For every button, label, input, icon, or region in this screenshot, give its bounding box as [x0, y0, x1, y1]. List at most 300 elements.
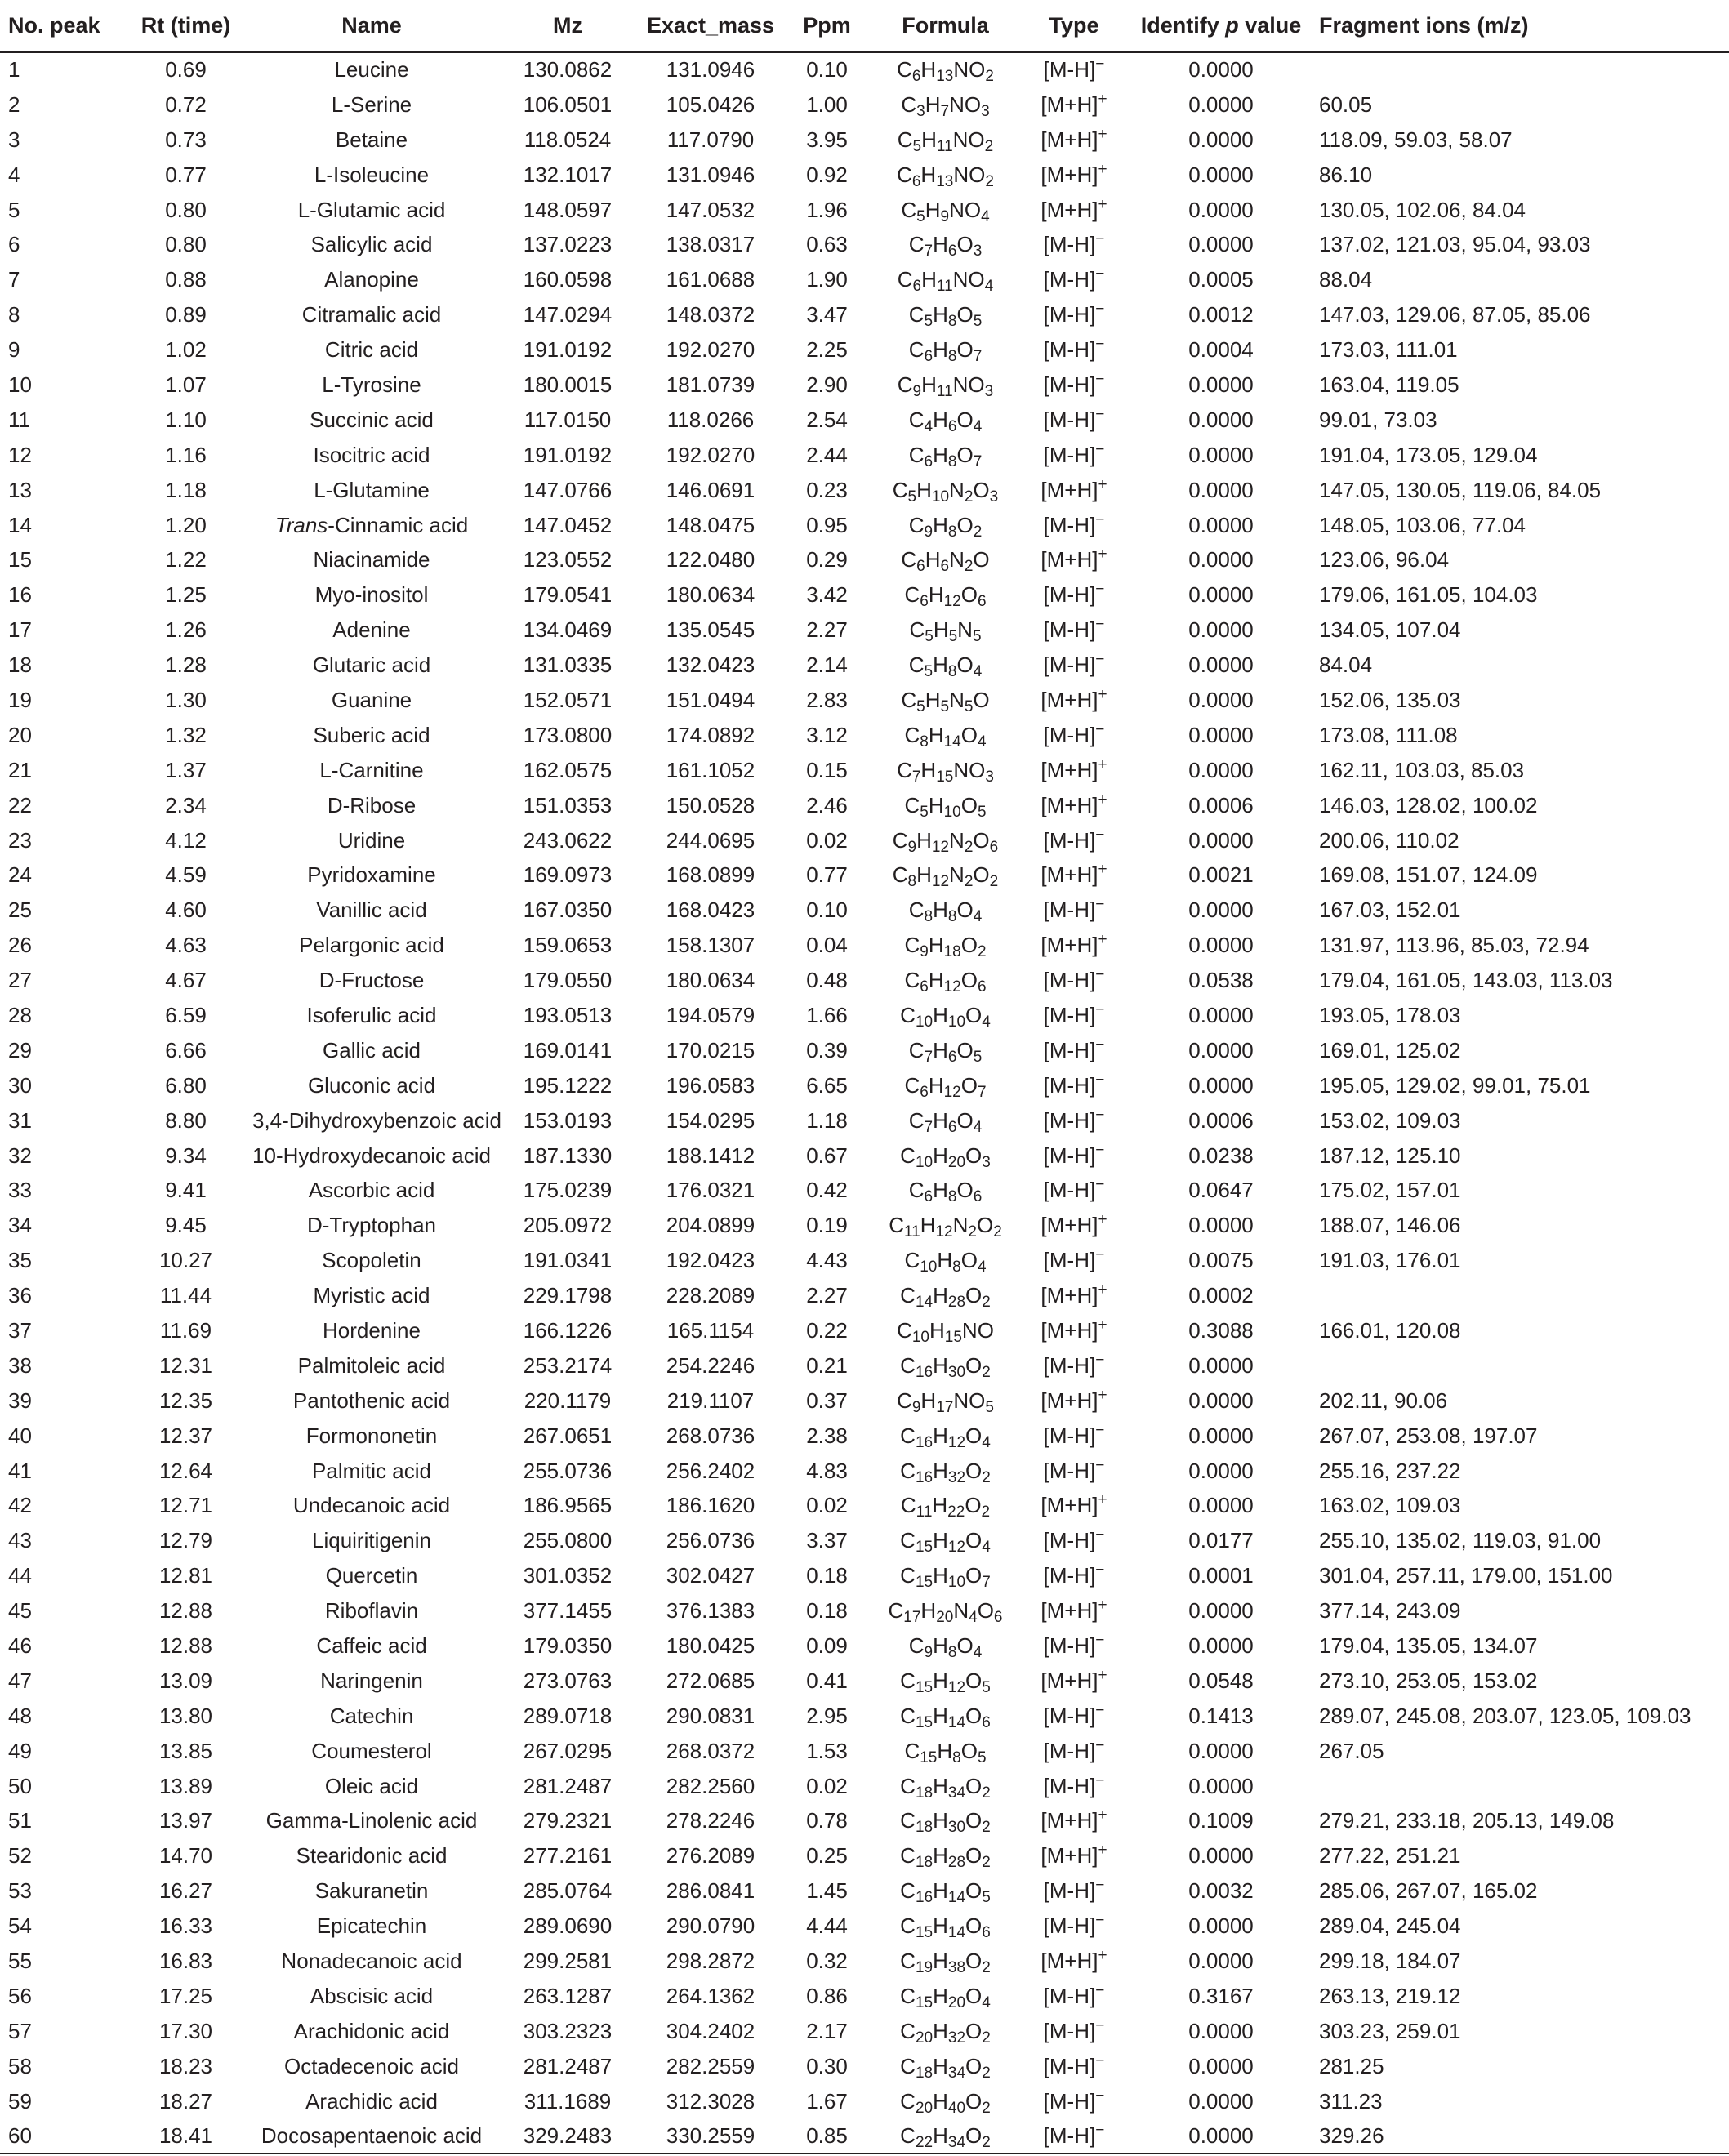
cell-mz: 117.0150: [524, 407, 612, 432]
cell-no-peak: 5: [8, 197, 20, 222]
cell-rt: 12.71: [158, 1493, 213, 1518]
cell-mz: 299.2581: [523, 1949, 613, 1974]
cell-ppm: 0.30: [806, 2053, 848, 2078]
ion-charge: −: [1095, 56, 1105, 74]
ion-charge: +: [1098, 861, 1107, 879]
cell-type: [M+H]+: [1041, 1947, 1107, 1974]
cell-name: Gluconic acid: [307, 1072, 436, 1098]
cell-formula: $C_{15}H_{14}O_6$: [900, 1703, 991, 1731]
formula-subscript: 8: [924, 908, 934, 926]
formula-subscript: 5: [973, 1048, 983, 1066]
cell-formula: $C_9H_{11}NO_3$: [897, 372, 994, 400]
cell-exact-mass: 146.0691: [666, 477, 755, 502]
formula-subscript: 18: [943, 943, 961, 961]
formula-subscript: 2: [964, 488, 974, 506]
cell-exact-mass: 161.1052: [666, 757, 755, 782]
cell-mz: 267.0651: [523, 1423, 613, 1448]
cell-name: Isoferulic acid: [306, 1002, 437, 1027]
cell-mz: 253.2174: [523, 1352, 613, 1378]
cell-formula: $C_5H_{10}N_2O_3$: [892, 477, 999, 506]
cell-rt: 11.44: [159, 1283, 212, 1308]
ion-charge: −: [1095, 1421, 1105, 1439]
cell-formula: $C_{17}H_{20}N_4O_6$: [888, 1598, 1003, 1627]
cell-p-value: 0.0000: [1188, 1388, 1254, 1413]
ion-charge: −: [1095, 1036, 1105, 1054]
table-row: [0, 717, 1729, 752]
formula-subscript: 12: [947, 1678, 966, 1696]
cell-fragment-ions: 60.05: [1319, 91, 1373, 117]
cell-rt: 1.20: [165, 512, 207, 537]
formula-subscript: 2: [989, 873, 999, 891]
formula-subscript: 2: [981, 1503, 991, 1521]
cell-no-peak: 33: [8, 1178, 32, 1203]
cell-type: [M+H]+: [1041, 195, 1107, 222]
cell-name: Stearidonic acid: [296, 1843, 448, 1869]
cell-rt: 1.25: [165, 582, 207, 608]
cell-ppm: 4.44: [806, 1913, 848, 1939]
cell-fragment-ions: 377.14, 243.09: [1319, 1598, 1461, 1624]
formula-subscript: 4: [981, 207, 990, 225]
ion-charge: −: [1095, 510, 1105, 528]
table-row: [0, 507, 1729, 542]
cell-mz: 180.0015: [523, 372, 613, 397]
table-row: [0, 1488, 1729, 1523]
table-row: [0, 1313, 1729, 1348]
cell-fragment-ions: 193.05, 178.03: [1319, 1002, 1461, 1027]
cell-mz: 147.0452: [523, 512, 613, 537]
formula-subscript: 7: [911, 768, 921, 786]
ion-charge: +: [1098, 685, 1107, 703]
table-row: [0, 542, 1729, 577]
table-row: [0, 1032, 1729, 1067]
formula-subscript: 4: [973, 417, 983, 435]
formula-subscript: 8: [947, 348, 957, 366]
formula-subscript: 6: [920, 593, 929, 611]
cell-no-peak: 36: [8, 1283, 32, 1308]
formula-subscript: 5: [912, 137, 922, 155]
cell-p-value: 0.3088: [1188, 1318, 1254, 1343]
cell-no-peak: 9: [8, 337, 20, 363]
cell-no-peak: 4: [8, 162, 20, 187]
cell-no-peak: 32: [8, 1143, 32, 1168]
cell-formula: $C_3H_7NO_3$: [901, 91, 990, 120]
cell-fragment-ions: 267.07, 253.08, 197.07: [1319, 1423, 1538, 1448]
ion-charge: −: [1095, 1176, 1105, 1194]
ion-charge: +: [1098, 546, 1107, 564]
formula-subscript: 15: [915, 1678, 934, 1696]
cell-ppm: 2.44: [806, 442, 848, 467]
formula-subscript: 18: [915, 1819, 934, 1837]
cell-exact-mass: 282.2560: [666, 1773, 755, 1798]
cell-p-value: 0.0000: [1188, 653, 1254, 678]
cell-rt: 18.41: [123, 2118, 249, 2154]
cell-rt: 12.37: [158, 1423, 213, 1448]
table-row: [0, 1102, 1729, 1138]
table-row: [0, 157, 1729, 192]
table-body: [0, 52, 1729, 2154]
ion-charge: +: [1098, 1281, 1107, 1299]
cell-type: [M-H]−: [1043, 1071, 1105, 1098]
cell-exact-mass: 196.0583: [666, 1072, 755, 1098]
formula-subscript: 4: [982, 1993, 991, 2011]
cell-formula: $C_6H_{13}NO_2$: [897, 162, 994, 190]
cell-rt: 9.41: [165, 1178, 207, 1203]
cell-no-peak: 20: [8, 722, 32, 747]
cell-ppm: 0.02: [806, 1773, 848, 1798]
cell-type: [M-H]−: [1043, 966, 1105, 993]
cell-fragment-ions: 118.09, 59.03, 58.07: [1319, 127, 1513, 152]
formula-subscript: 2: [985, 68, 994, 86]
cell-p-value: 0.0000: [1188, 407, 1254, 432]
cell-no-peak: 42: [8, 1493, 32, 1518]
cell-name: Guanine: [331, 687, 412, 712]
cell-mz: 377.1455: [523, 1598, 613, 1624]
cell-ppm: 2.27: [806, 1283, 848, 1308]
formula-subscript: 8: [952, 1258, 961, 1276]
cell-rt: 1.26: [165, 617, 207, 643]
cell-mz: 255.0736: [523, 1458, 613, 1483]
cell-p-value: 0.0177: [1188, 1528, 1254, 1553]
cell-type: [M+H]+: [1041, 125, 1107, 152]
formula-subscript: 4: [973, 1118, 983, 1136]
cell-fragment-ions: 137.02, 121.03, 95.04, 93.03: [1319, 232, 1591, 257]
cell-type: [M+H]+: [1041, 861, 1107, 888]
cell-rt: 6.59: [165, 1002, 207, 1027]
cell-no-peak: 35: [8, 1248, 32, 1273]
cell-formula: $C_{16}H_{32}O_2$: [900, 1458, 991, 1486]
cell-formula: $C_{16}H_{12}O_4$: [900, 1423, 991, 1451]
formula-subscript: 11: [903, 1223, 920, 1241]
formula-subscript: 4: [924, 417, 934, 435]
formula-subscript: 3: [985, 768, 994, 786]
cell-formula: $C_9H_8O_2$: [908, 512, 983, 541]
cell-p-value: 0.0000: [1188, 2053, 1254, 2078]
cell-fragment-ions: 303.23, 259.01: [1319, 2018, 1461, 2043]
cell-fragment-ions: 169.08, 151.07, 124.09: [1319, 862, 1538, 888]
formula-subscript: 6: [920, 978, 929, 996]
ion-charge: −: [1095, 1106, 1105, 1124]
table-row: [0, 437, 1729, 472]
cell-type: [M-H]−: [1043, 1456, 1105, 1483]
cell-exact-mass: 154.0295: [666, 1107, 755, 1133]
table-row: [0, 1208, 1729, 1243]
formula-subscript: 30: [947, 1819, 966, 1837]
formula-subscript: 8: [947, 663, 957, 681]
cell-ppm: 0.92: [806, 162, 848, 187]
ion-charge: +: [1098, 1806, 1107, 1824]
table-row: [0, 1733, 1729, 1768]
cell-rt: 12.88: [158, 1598, 213, 1624]
cell-type: [M+H]+: [1041, 1386, 1107, 1413]
cell-exact-mass: 131.0946: [666, 162, 755, 187]
formula-subscript: 3: [984, 382, 994, 400]
table-row: [0, 893, 1729, 928]
cell-no-peak: 6: [8, 232, 20, 257]
cell-ppm: 3.12: [806, 722, 848, 747]
cell-mz: 160.0598: [523, 267, 613, 292]
formula-subscript: 8: [947, 1644, 957, 1662]
ion-charge: +: [1098, 90, 1107, 108]
cell-p-value: 0.0000: [1188, 477, 1254, 502]
table-row: [0, 1067, 1729, 1102]
cell-type: [M-H]−: [1043, 1771, 1105, 1798]
cell-fragment-ions: 202.11, 90.06: [1319, 1388, 1448, 1413]
cell-exact-mass: 122.0480: [666, 547, 755, 572]
cell-p-value: 0.0000: [1188, 1843, 1254, 1869]
ion-charge: −: [1095, 1246, 1105, 1264]
formula-subscript: 6: [947, 243, 957, 261]
cell-exact-mass: 181.0739: [666, 372, 755, 397]
cell-ppm: 0.19: [806, 1213, 848, 1238]
cell-fragment-ions: 163.04, 119.05: [1319, 372, 1459, 397]
formula-subscript: 3: [981, 102, 990, 120]
cell-ppm: 0.22: [806, 1318, 848, 1343]
ion-charge: −: [1095, 1736, 1105, 1754]
cell-rt: 1.32: [165, 722, 207, 747]
cell-no-peak: 31: [8, 1107, 32, 1133]
ion-charge: +: [1098, 1947, 1107, 1965]
cell-ppm: 2.14: [806, 653, 848, 678]
cell-name: Naringenin: [320, 1668, 423, 1693]
cell-name: Arachidonic acid: [293, 2018, 450, 2043]
cell-no-peak: 55: [8, 1949, 32, 1974]
cell-formula: $C_{15}H_{10}O_7$: [900, 1563, 991, 1592]
table-row: [0, 752, 1729, 787]
cell-exact-mass: 168.0423: [666, 898, 755, 923]
cell-exact-mass: 204.0899: [666, 1213, 755, 1238]
cell-mz: 191.0341: [523, 1248, 613, 1273]
table-row: [0, 998, 1729, 1033]
cell-rt: 12.81: [158, 1563, 213, 1588]
formula-subscript: 5: [977, 1748, 987, 1766]
cell-formula: $C_6H_8O_7$: [908, 442, 983, 470]
cell-formula: $C_7H_6O_5$: [908, 1037, 983, 1066]
cell-exact-mass: 302.0427: [666, 1563, 755, 1588]
cell-type: [M+H]+: [1041, 1491, 1107, 1518]
cell-name: Sakuranetin: [314, 1878, 429, 1904]
cell-ppm: 0.32: [806, 1949, 848, 1974]
formula-subscript: 22: [947, 1503, 965, 1521]
cell-p-value: 0.0075: [1188, 1248, 1254, 1273]
cell-type: [M+H]+: [1041, 1281, 1107, 1308]
cell-no-peak: 48: [8, 1703, 32, 1728]
formula-subscript: 9: [907, 838, 917, 856]
cell-ppm: 4.43: [806, 1248, 848, 1273]
cell-mz: 267.0295: [523, 1738, 613, 1763]
cell-p-value: 0.0538: [1188, 968, 1254, 993]
cell-ppm: 1.66: [806, 1002, 848, 1027]
cell-type: [M-H]−: [1043, 2051, 1105, 2078]
cell-rt: 2.34: [165, 792, 207, 817]
formula-subscript: 4: [973, 908, 983, 926]
cell-ppm: 0.37: [806, 1388, 848, 1413]
cell-type: [M-H]−: [1043, 440, 1105, 467]
formula-subscript: 12: [943, 593, 961, 611]
cell-type: [M-H]−: [1043, 1351, 1105, 1378]
cell-p-value: 0.0000: [1188, 127, 1254, 152]
cell-type: [M-H]−: [1043, 1246, 1105, 1273]
cell-rt: 4.63: [165, 933, 207, 958]
formula-subscript: 18: [915, 2064, 934, 2082]
cell-no-peak: 44: [8, 1563, 32, 1588]
formula-subscript: 12: [931, 873, 950, 891]
cell-mz: 179.0350: [523, 1633, 613, 1659]
ion-charge: −: [1095, 1561, 1105, 1579]
formula-subscript: 5: [985, 1398, 994, 1416]
table-row: [0, 192, 1729, 227]
cell-formula: $C_{10}H_{10}O_4$: [900, 1002, 991, 1031]
cell-exact-mass: 330.2559: [641, 2118, 780, 2154]
cell-no-peak: 11: [8, 407, 30, 432]
cell-formula: $C_6H_6N_2O$: [901, 547, 990, 576]
cell-formula: $C_{15}H_{14}O_6$: [900, 1913, 991, 1942]
cell-rt: 1.07: [165, 372, 207, 397]
cell-ppm: 0.02: [806, 827, 848, 853]
cell-fragment-ions: 255.10, 135.02, 119.03, 91.00: [1319, 1528, 1602, 1553]
cell-type: [M-H]−: [1043, 2016, 1105, 2043]
ion-charge: −: [1095, 966, 1105, 984]
cell-type: [M-H]−: [1043, 56, 1105, 82]
cell-mz: 303.2323: [523, 2018, 613, 2043]
formula-subscript: 10: [915, 1013, 934, 1031]
cell-formula: $C_9H_8O_4$: [908, 1633, 983, 1662]
cell-name: Oleic acid: [324, 1773, 419, 1798]
cell-rt: 4.60: [165, 898, 207, 923]
cell-rt: 4.59: [165, 862, 207, 888]
cell-formula: $C_{19}H_{38}O_2$: [900, 1949, 991, 1977]
formula-subscript: 6: [916, 558, 925, 576]
cell-formula: $C_8H_{12}N_2O_2$: [892, 862, 999, 891]
formula-subscript: 34: [947, 2064, 966, 2082]
ion-charge: −: [1095, 440, 1105, 458]
cell-p-value: 0.0000: [1188, 1037, 1254, 1062]
formula-subscript: 9: [911, 1398, 921, 1416]
ion-charge: −: [1095, 1771, 1105, 1789]
formula-subscript: 15: [915, 1924, 934, 1942]
cell-rt: 12.31: [158, 1352, 213, 1378]
cell-p-value: 0.0006: [1188, 792, 1254, 817]
cell-p-value: 0.0000: [1188, 547, 1254, 572]
cell-ppm: 0.02: [806, 1493, 848, 1518]
cell-fragment-ions: 175.02, 157.01: [1319, 1178, 1461, 1203]
col-header-mz: Mz: [494, 1, 641, 52]
table-row: [0, 1944, 1729, 1979]
table-row: [0, 1348, 1729, 1383]
cell-name: L-Carnitine: [319, 757, 424, 782]
formula-subscript: 11: [936, 278, 953, 296]
formula-subscript: 7: [940, 102, 950, 120]
formula-subscript: 4: [973, 1644, 983, 1662]
cell-formula: $C_6H_{12}O_6$: [904, 968, 987, 996]
cell-mz: 175.0239: [523, 1178, 613, 1203]
formula-subscript: 10: [931, 488, 950, 506]
table-row: [0, 368, 1729, 403]
formula-subscript: 5: [920, 803, 929, 821]
formula-subscript: 15: [944, 1329, 962, 1346]
cell-p-value: 0.0000: [1188, 1913, 1254, 1939]
cell-p-value: 0.0000: [1188, 1633, 1254, 1659]
ion-charge: +: [1098, 1386, 1107, 1404]
table-row: [0, 1838, 1729, 1873]
formula-subscript: 11: [916, 1503, 933, 1521]
formula-subscript: 8: [947, 1188, 957, 1206]
cell-no-peak: 50: [8, 1773, 32, 1798]
cell-fragment-ions: 263.13, 219.12: [1319, 1983, 1461, 2008]
cell-name: Pyridoxamine: [307, 862, 436, 888]
cell-fragment-ions: [1311, 52, 1729, 87]
cell-no-peak: 41: [8, 1458, 32, 1483]
formula-subscript: 8: [920, 733, 929, 751]
formula-subscript: 4: [973, 663, 983, 681]
cell-rt: 12.79: [158, 1528, 213, 1553]
formula-subscript: 38: [947, 1959, 966, 1977]
formula-subscript: 6: [947, 1118, 957, 1136]
ion-charge: +: [1098, 755, 1107, 773]
table-row: [0, 122, 1729, 157]
cell-no-peak: 30: [8, 1072, 32, 1098]
cell-mz: 289.0690: [523, 1913, 613, 1939]
cell-mz: 329.2483: [494, 2118, 641, 2154]
cell-ppm: 0.18: [806, 1598, 848, 1624]
cell-exact-mass: 278.2246: [666, 1808, 755, 1833]
cell-fragment-ions: 131.97, 113.96, 85.03, 72.94: [1319, 933, 1589, 958]
formula-subscript: 10: [947, 1013, 966, 1031]
formula-subscript: 12: [931, 838, 950, 856]
formula-subscript: 14: [947, 1889, 966, 1907]
formula-subscript: 11: [936, 382, 953, 400]
ion-charge: −: [1095, 1456, 1105, 1474]
cell-name: Myristic acid: [313, 1283, 430, 1308]
cell-rt: 1.22: [165, 547, 207, 572]
cell-ppm: 0.42: [806, 1178, 848, 1203]
formula-subscript: 12: [943, 978, 961, 996]
cell-no-peak: 39: [8, 1388, 32, 1413]
cell-exact-mass: 150.0528: [666, 792, 755, 817]
cell-exact-mass: 219.1107: [666, 1388, 755, 1413]
cell-formula: $C_8H_{14}O_4$: [904, 722, 987, 751]
cell-no-peak: 7: [8, 267, 20, 292]
cell-no-peak: 26: [8, 933, 32, 958]
table-row: [0, 1978, 1729, 2013]
cell-p-value: 0.0021: [1188, 862, 1254, 888]
cell-mz: 279.2321: [523, 1808, 613, 1833]
cell-fragment-ions: 179.06, 161.05, 104.03: [1319, 582, 1538, 608]
cell-exact-mass: 282.2559: [666, 2053, 755, 2078]
cell-fragment-ions: 188.07, 146.06: [1319, 1213, 1461, 1238]
cell-type: [M-H]−: [1043, 1421, 1105, 1448]
cell-no-peak: 45: [8, 1598, 32, 1624]
ion-charge: −: [1095, 265, 1105, 283]
formula-subscript: 3: [973, 243, 983, 261]
cell-name: L-Glutamic acid: [297, 197, 446, 222]
formula-subscript: 12: [943, 1083, 961, 1101]
cell-ppm: 4.83: [806, 1458, 848, 1483]
cell-exact-mass: 276.2089: [666, 1843, 755, 1869]
cell-mz: 179.0550: [523, 968, 613, 993]
cell-p-value: 0.0000: [1188, 582, 1254, 608]
cell-exact-mass: 105.0426: [666, 91, 755, 117]
cell-name: Betaine: [335, 127, 408, 152]
cell-fragment-ions: 301.04, 257.11, 179.00, 151.00: [1319, 1563, 1613, 1588]
table-row: [0, 1453, 1729, 1488]
cell-no-peak: 24: [8, 862, 32, 888]
formula-subscript: 8: [947, 523, 957, 541]
ion-charge: −: [1095, 336, 1105, 354]
cell-formula: $C_{10}H_{20}O_3$: [900, 1143, 991, 1171]
cell-p-value: 0.0000: [1188, 1773, 1254, 1798]
table-row: [0, 1803, 1729, 1838]
ion-charge: +: [1098, 1491, 1107, 1509]
